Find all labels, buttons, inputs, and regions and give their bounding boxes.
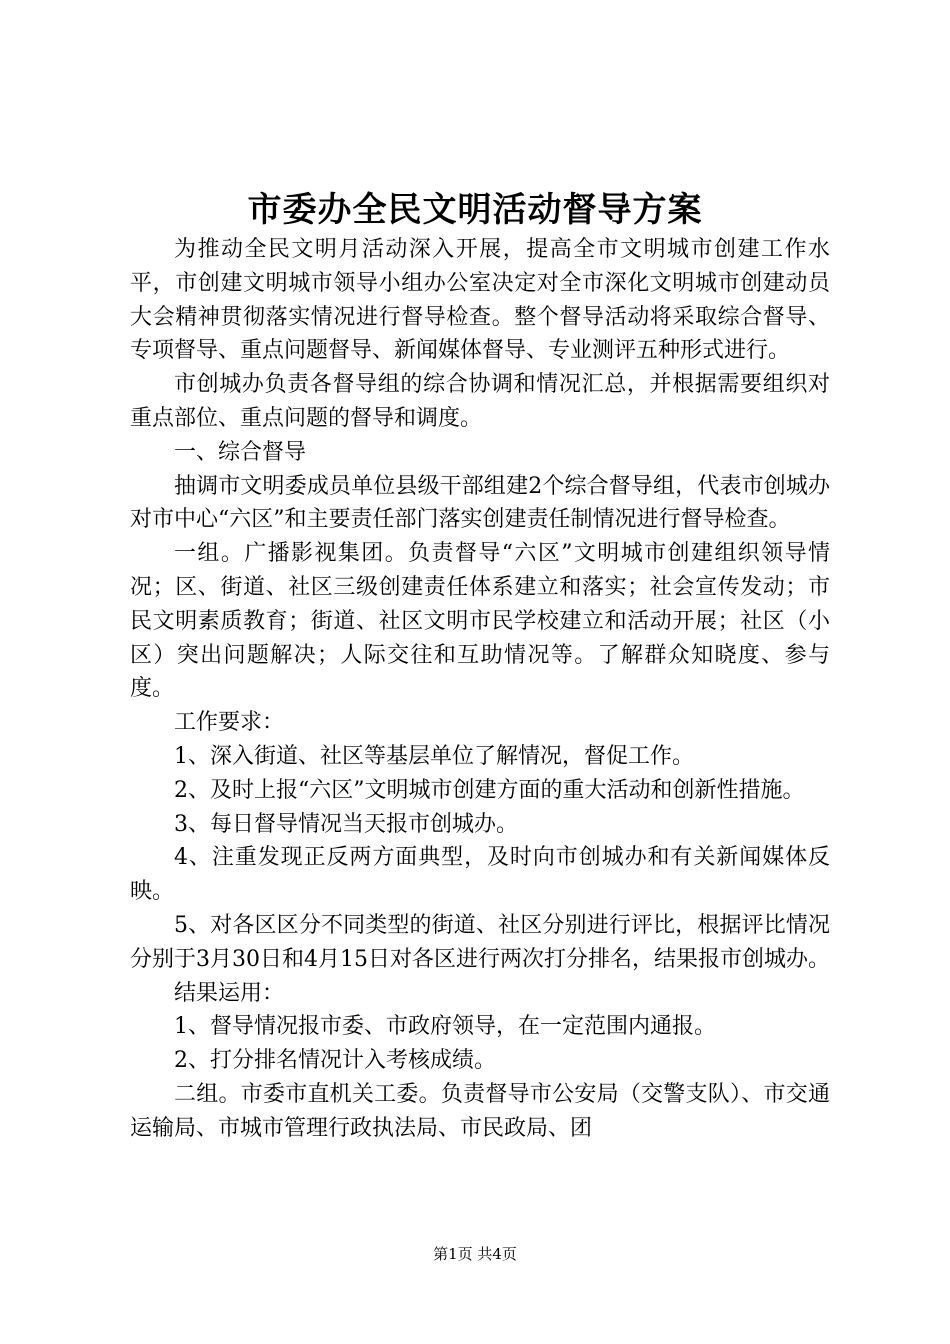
paragraph-comprehensive: 抽调市文明委成员单位县级干部组建2个综合督导组，代表市创城办对市中心“六区”和主要责任部门落实创建责任制情况进行督导检查。	[130, 473, 830, 533]
document-title: 市委办全民文明活动督导方案	[247, 190, 703, 230]
paragraph-result-2: 2、打分排名情况计入考核成绩。	[174, 1048, 496, 1074]
paragraph-requirement-1: 1、深入街道、社区等基层单位了解情况，督促工作。	[174, 743, 694, 769]
paragraph-work-requirements-heading: 工作要求：	[174, 710, 285, 736]
paragraph-requirement-3: 3、每日督导情况当天报市创城办。	[174, 811, 518, 837]
document-body	[130, 233, 830, 1146]
paragraph-coordination: 市创城办负责各督导组的综合协调和情况汇总，并根据需要组织对重点部位、重点问题的督导和调度。	[130, 372, 830, 431]
paragraph-group-two: 二组。市委市直机关工委。负责督导市公安局（交警支队）、市交通运输局、市城市管理行政执法局、市民政局、团	[130, 1081, 830, 1141]
paragraph-requirement-5: 5、对各区区分不同类型的街道、社区分别进行评比，根据评比情况分别于3月30日和4月15日对各区进行两次打分排名，结果报市创城办。	[130, 912, 830, 972]
paragraph-results-heading: 结果运用：	[174, 980, 285, 1006]
paragraph-result-1: 1、督导情况报市委、市政府领导，在一定范围内通报。	[174, 1014, 716, 1040]
page-number: 第1页 共4页	[433, 1245, 517, 1263]
paragraph-requirement-2: 2、及时上报“六区”文明城市创建方面的重大活动和创新性措施。	[174, 777, 805, 803]
section-heading-comprehensive: 一、综合督导	[174, 439, 307, 465]
paragraph-group-one: 一组。广播影视集团。负责督导“六区”文明城市创建组织领导情况；区、街道、社区三级创建责任体系建立和落实；社会宣传发动；市民文明素质教育；街道、社区文明市民学校建立和活动开展；社区（小区）突出问题解决；人际交往和互助情况等。了解群众知晓度、参与度。	[130, 541, 830, 702]
paragraph-requirement-4: 4、注重发现正反两方面典型，及时向市创城办和有关新闻媒体反映。	[130, 845, 830, 905]
paragraph-intro: 为推动全民文明月活动深入开展，提高全市文明城市创建工作水平，市创建文明城市领导小组办公室决定对全市深化文明城市创建动员大会精神贯彻落实情况进行督导检查。整个督导活动将采取综合督导、专项督导、重点问题督导、新闻媒体督导、专业测评五种形式进行。	[130, 237, 830, 364]
